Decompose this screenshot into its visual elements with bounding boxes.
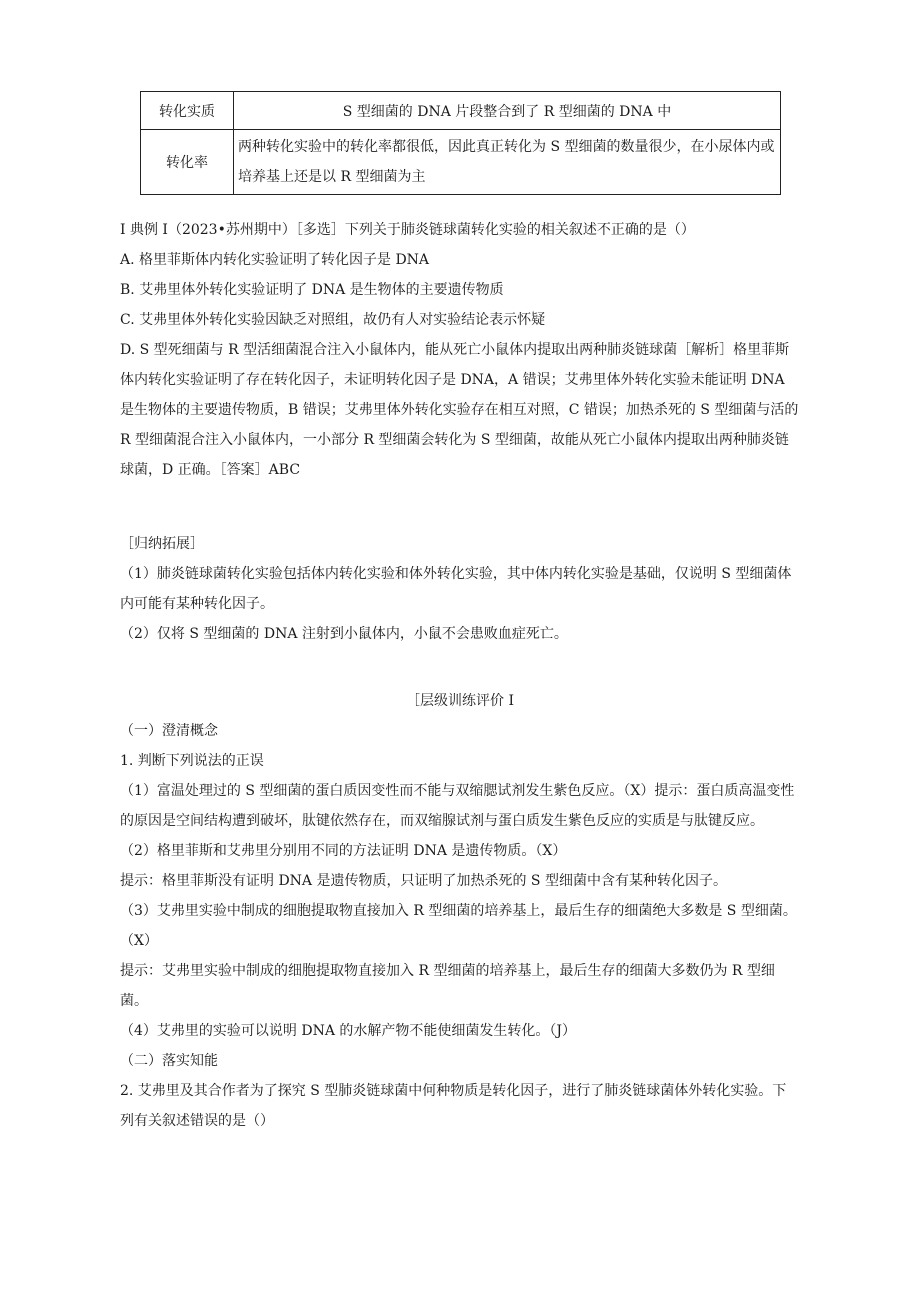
table-value: 两种转化实验中的转化率都很低，因此真正转化为 S 型细菌的数量很少，在小尿体内或培养基上还是以 R 型细菌为主 — [234, 130, 781, 195]
summary-title: ［归纳拓展］ — [120, 536, 204, 552]
table-row — [141, 130, 781, 195]
table-key: 转化实质 — [141, 92, 234, 130]
judgement-item: （3）艾弗里实验中制成的细胞提取物直接加入 R 型细菌的培养基上，最后生存的细菌绝大多数是 S 型细菌。（X） — [120, 903, 797, 949]
example-question: I 典例 I（2023•苏州期中）［多选］下列关于肺炎链球菌转化实验的相关叙述不正确的是（） — [120, 222, 695, 238]
option-b: B. 艾弗里体外转化实验证明了 DNA 是生物体的主要遗传物质 — [120, 282, 504, 298]
question-2: 2. 艾弗里及其合作者为了探究 S 型肺炎链球菌中何种物质是转化因子，进行了肺炎链球菌体外转化实验。下列有关叙述错误的是（） — [120, 1083, 787, 1129]
table-row — [141, 92, 781, 130]
conversion-table — [140, 91, 781, 195]
judgement-hint: 提示：格里菲斯没有证明 DNA 是遗传物质，只证明了加热杀死的 S 型细菌中含有某种转化因子。 — [120, 873, 727, 889]
option-a: A. 格里菲斯体内转化实验证明了转化因子是 DNA — [120, 252, 430, 268]
summary-block — [120, 529, 800, 649]
judgement-item: （1）富温处理过的 S 型细菌的蛋白质因变性而不能与双缩腮试剂发生紫色反应。（X）提示：蛋白质高温变性的原因是空间结构遭到破坏，肽键依然存在，而双缩腺试剂与蛋白质发生紫色反应的实质是与肽键反应。 — [120, 783, 795, 829]
summary-item: （2）仅将 S 型细菌的 DNA 注射到小鼠体内，小鼠不会患败血症死亡。 — [120, 626, 568, 642]
option-d-analysis: D. S 型死细菌与 R 型活细菌混合注入小鼠体内，能从死亡小鼠体内提取出两种肺炎链球菌［解析］格里菲斯体内转化实验证明了存在转化因子，未证明转化因子是 DNA，A 错误；艾弗里体外转化实验未能证明 DNA 是生物体的主要遗传物质，B 错误；艾弗里体外转化实验存在相互对照，C 错误；加热杀死的 S 型细菌与活的 R 型细菌混合注入小鼠体内，一小部分 R 型细菌会转化为 S 型细菌，故能从死亡小鼠体内提取出两种肺炎链球菌，D 正确。［答案］ABC — [120, 342, 799, 478]
judgement-item: （2）格里菲斯和艾弗里分别用不同的方法证明 DNA 是遗传物质。（X） — [120, 843, 567, 859]
summary-item: （1）肺炎链球菌转化实验包括体内转化实验和体外转化实验，其中体内转化实验是基础，仅说明 S 型细菌体内可能有某种转化因子。 — [120, 566, 792, 612]
part2-heading: （二）落实知能 — [120, 1053, 218, 1069]
option-c: C. 艾弗里体外转化实验因缺乏对照组，故仍有人对实验结论表示怀疑 — [120, 312, 546, 328]
judgement-hint: 提示：艾弗里实验中制成的细胞提取物直接加入 R 型细菌的培养基上，最后生存的细菌大多数仍为 R 型细菌。 — [120, 963, 775, 1009]
judgement-item: （4）艾弗里的实验可以说明 DNA 的水解产物不能使细菌发生转化。（J） — [120, 1023, 577, 1039]
part1-block — [120, 716, 800, 1136]
table-key: 转化率 — [141, 130, 234, 195]
example-block — [120, 215, 800, 485]
part1-heading: （一）澄清概念 — [120, 723, 218, 739]
section-title: ［层级训练评价 I — [406, 693, 514, 709]
question-1: 1. 判断下列说法的正误 — [120, 753, 264, 769]
table-value: S 型细菌的 DNA 片段整合到了 R 型细菌的 DNA 中 — [234, 92, 781, 130]
